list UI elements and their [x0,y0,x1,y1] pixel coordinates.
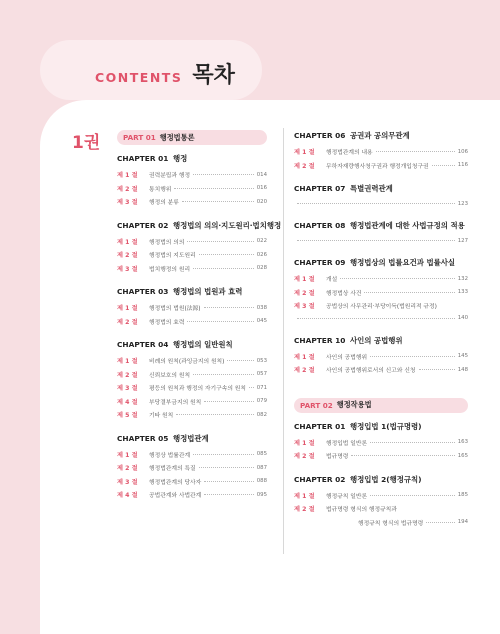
section-title: 행정상 법률관계 [149,452,191,459]
chapter-name: 특별권력관계 [349,184,393,193]
dot-leader [193,174,254,175]
dot-leader [204,494,253,495]
section-title: 통치행위 [149,186,172,193]
section-entry[interactable] [294,159,468,173]
section-title: 행정규칙 형식의 법규명령 [358,520,424,527]
part-header [294,398,468,413]
chapter-page-line [294,313,468,324]
page-number: 045 [256,318,267,325]
section-number: 제 3 절 [117,478,138,486]
page-number: 087 [256,464,267,471]
dot-leader [370,356,455,357]
page-number: 014 [256,171,267,178]
section-number: 제 1 절 [294,276,315,284]
dot-leader [370,495,455,496]
section-entry[interactable] [294,145,468,159]
chapter-title[interactable] [294,220,465,231]
dot-leader [204,307,254,308]
chapter-block [117,286,273,328]
section-entry[interactable] [294,350,468,364]
section-title: 행정규칙 일반론 [326,493,368,500]
dot-leader [364,292,454,293]
page-number: 020 [256,198,267,205]
section-number: 제 2 절 [117,185,138,193]
section-number: 제 2 절 [117,465,138,473]
page-number: 127 [457,237,468,244]
chapter-number: CHAPTER 10 [294,335,346,345]
chapter-name: 사인의 공법행위 [349,335,403,345]
dot-leader [204,401,253,402]
page-number: 165 [457,452,468,459]
page-number: 038 [256,304,267,311]
chapter-block [294,130,468,172]
section-entry[interactable] [117,408,267,422]
dot-leader [176,414,253,415]
page-number: 085 [256,451,267,458]
section-number: 제 1 절 [294,492,315,500]
chapter-name: 행정법상의 법률요건과 법률사실 [349,258,456,267]
left-column [117,130,282,513]
section-entry[interactable] [294,272,468,286]
dot-leader [187,321,253,322]
part-number: PART 02 [300,400,333,410]
page-number: 185 [457,492,468,499]
chapter-page-line [294,235,468,246]
right-column [294,130,468,540]
section-entry[interactable] [117,315,267,329]
section-number: 제 1 절 [294,353,315,361]
section-entry[interactable] [117,301,267,315]
section-number: 제 2 절 [294,453,315,461]
chapter-name: 행정입법 1(법규명령) [349,421,422,431]
section-title: 행정의 분류 [149,200,179,207]
chapter-number: CHAPTER 02 [294,474,346,484]
section-title: 행정입법 일반론 [326,440,368,447]
chapter-title[interactable] [117,433,273,444]
section-number: 제 2 절 [117,252,138,260]
page-number: 140 [457,315,468,321]
section-entry[interactable] [294,286,468,300]
chapter-number: CHAPTER 02 [117,220,169,230]
page-number: 016 [256,185,267,192]
dot-leader [297,240,455,241]
section-title: 행정법상 사건 [326,290,362,297]
dot-leader [351,455,454,456]
section-title: 행정법관계의 내용 [326,150,373,157]
part-title: 행정법통론 [159,132,195,142]
section-title: 평등의 원칙과 행정의 자기구속의 원칙 [149,386,246,393]
section-entry[interactable] [117,488,267,502]
part-header [117,130,267,145]
page-number: 194 [457,519,468,526]
section-title: 개설 [326,277,338,284]
chapter-block [117,153,273,209]
section-title: 행정법의 의의 [149,239,185,246]
section-number: 제 1 절 [117,172,138,180]
chapter-block [294,421,468,463]
section-number: 제 1 절 [294,439,315,447]
section-title: 권력분립과 행정 [149,173,191,180]
page-number: 116 [457,162,468,169]
section-entry[interactable] [117,262,267,276]
chapter-number: CHAPTER 09 [294,258,346,267]
chapter-name: 행정 [172,154,188,163]
dot-leader [426,522,454,523]
section-title: 사인의 공법행위 [326,354,368,361]
dot-leader [419,369,455,370]
section-entry[interactable] [117,195,267,209]
chapter-block [294,220,468,246]
section-title: 공법관계와 사법관계 [149,493,202,500]
page-number: 028 [256,265,267,272]
page-number: 022 [256,238,267,245]
section-entry[interactable] [117,235,267,249]
section-number: 제 3 절 [117,265,138,273]
section-entry[interactable] [294,363,468,377]
dot-leader [193,268,254,269]
chapter-number: CHAPTER 07 [294,184,346,193]
chapter-number: CHAPTER 01 [294,421,346,431]
page-number: 095 [256,491,267,498]
dot-leader [204,481,253,482]
chapter-name: 공권과 공의무관계 [349,131,410,140]
section-title: 행정법의 효력 [149,319,185,326]
page-number: 145 [457,353,468,360]
section-number: 제 4 절 [117,492,138,500]
section-number: 제 1 절 [294,149,315,157]
chapter-block [294,474,468,530]
chapter-name: 행정법관계에 대한 사법규정의 적용 [349,221,465,230]
page-number: 133 [457,289,468,296]
title-english: CONTENTS [95,70,183,85]
chapter-title[interactable] [117,286,273,297]
section-entry[interactable] [294,449,468,463]
section-number: 제 3 절 [117,385,138,393]
part-title: 행정작용법 [336,400,372,409]
chapter-title[interactable] [117,339,273,350]
section-number: 제 2 절 [294,367,315,375]
page-number: 057 [256,371,267,378]
chapter-title[interactable] [294,257,456,268]
section-title: 무하자재량행사청구권과 행정개입청구권 [326,163,429,170]
section-entry[interactable] [117,448,267,462]
section-title: 행정법의 지도원리 [149,253,196,260]
section-title: 비례의 원칙(과잉금지의 원칙) [149,359,225,366]
section-title: 법규명령 [326,454,349,461]
section-number: 제 1 절 [117,305,138,313]
dot-leader [432,165,455,166]
page-number: 123 [457,200,468,207]
page-number: 082 [256,411,267,418]
chapter-number: CHAPTER 03 [117,287,169,296]
section-title: 사인의 공법행위로서의 신고와 신청 [326,368,416,375]
chapter-number: CHAPTER 04 [117,340,169,349]
dot-leader [193,454,254,455]
section-entry[interactable] [117,168,267,182]
volume-label: 1권 [72,133,101,153]
section-entry[interactable] [117,461,267,475]
chapter-block [117,433,273,502]
page-number: 163 [457,439,468,446]
section-title: 공법상의 사무관리·부당이득(법원리적 규정) [326,304,437,311]
section-title: 법규명령 형식의 행정규칙과 [326,507,397,514]
part-number: PART 01 [123,133,156,142]
section-entry[interactable] [117,381,267,395]
page-number: 026 [256,251,267,258]
chapter-block [294,257,468,324]
section-entry[interactable] [117,354,267,368]
section-number: 제 2 절 [294,162,315,170]
page-title [95,58,235,89]
chapter-number: CHAPTER 08 [294,221,346,230]
dot-leader [182,201,254,202]
page-number: 053 [256,357,267,364]
section-number: 제 1 절 [117,451,138,459]
section-entry[interactable] [294,516,468,530]
dot-leader [249,387,254,388]
section-number: 제 1 절 [117,358,138,366]
chapter-name: 행정법의 의의·지도원리·법치행정 [172,220,282,230]
chapter-block [294,183,468,209]
page-number: 106 [457,148,468,155]
chapter-title[interactable] [294,421,450,432]
chapter-name: 행정법의 법원과 효력 [172,287,243,296]
section-number: 제 2 절 [294,506,315,514]
chapter-title[interactable] [117,220,282,231]
section-title: 법치행정의 원리 [149,266,191,273]
dot-leader [174,188,253,189]
section-entry[interactable] [294,299,468,313]
page-number: 148 [457,366,468,373]
section-number: 제 2 절 [117,318,138,326]
section-entry[interactable] [117,368,267,382]
dot-leader [340,278,455,279]
dot-leader [297,318,455,319]
dot-leader [297,203,455,204]
chapter-block [117,220,282,276]
chapter-title[interactable] [294,335,450,346]
section-title: 기타 원칙 [149,413,174,420]
section-number: 제 3 절 [117,199,138,207]
dot-leader [370,442,455,443]
section-title: 행정법관계의 특질 [149,466,196,473]
chapter-name: 행정법의 일반원칙 [172,340,233,349]
dot-leader [376,151,455,152]
chapter-block [294,335,468,377]
page-number: 132 [457,275,468,282]
section-entry[interactable] [117,475,267,489]
section-entry[interactable] [294,489,468,503]
dot-leader [199,254,254,255]
chapter-title[interactable] [294,130,450,141]
page-number: 071 [256,384,267,391]
chapter-block [117,339,273,422]
dot-leader [193,374,254,375]
chapter-number: CHAPTER 05 [117,433,169,443]
section-entry[interactable] [117,395,267,409]
section-number: 제 2 절 [294,289,315,297]
dot-leader [187,241,253,242]
section-number: 제 3 절 [294,303,315,311]
section-number: 제 2 절 [117,371,138,379]
column-divider [283,128,284,554]
section-number: 제 4 절 [117,398,138,406]
section-number: 제 1 절 [117,238,138,246]
section-title: 행정법의 법원(法源) [149,306,201,313]
chapter-title[interactable] [294,183,450,194]
page-number: 088 [256,478,267,485]
part-spacer [294,388,450,398]
chapter-name: 행정입법 2(행정규칙) [349,474,422,484]
section-title: 행정법관계의 당사자 [149,479,202,486]
section-entry[interactable] [294,502,468,516]
chapter-title[interactable] [117,153,273,164]
section-entry[interactable] [294,436,468,450]
section-title: 신뢰보호의 원칙 [149,372,191,379]
section-entry[interactable] [117,248,267,262]
page-number: 079 [256,398,267,405]
title-korean: 목차 [192,63,235,88]
chapter-page-line [294,198,468,209]
chapter-number: CHAPTER 06 [294,131,346,140]
dot-leader [199,467,254,468]
dot-leader [227,360,253,361]
section-entry[interactable] [117,182,267,196]
chapter-title[interactable] [294,474,450,485]
section-title: 부당결부금지의 원칙 [149,399,202,406]
chapter-number: CHAPTER 01 [117,154,169,163]
section-number: 제 5 절 [117,412,138,420]
chapter-name: 행정법관계 [172,433,209,443]
